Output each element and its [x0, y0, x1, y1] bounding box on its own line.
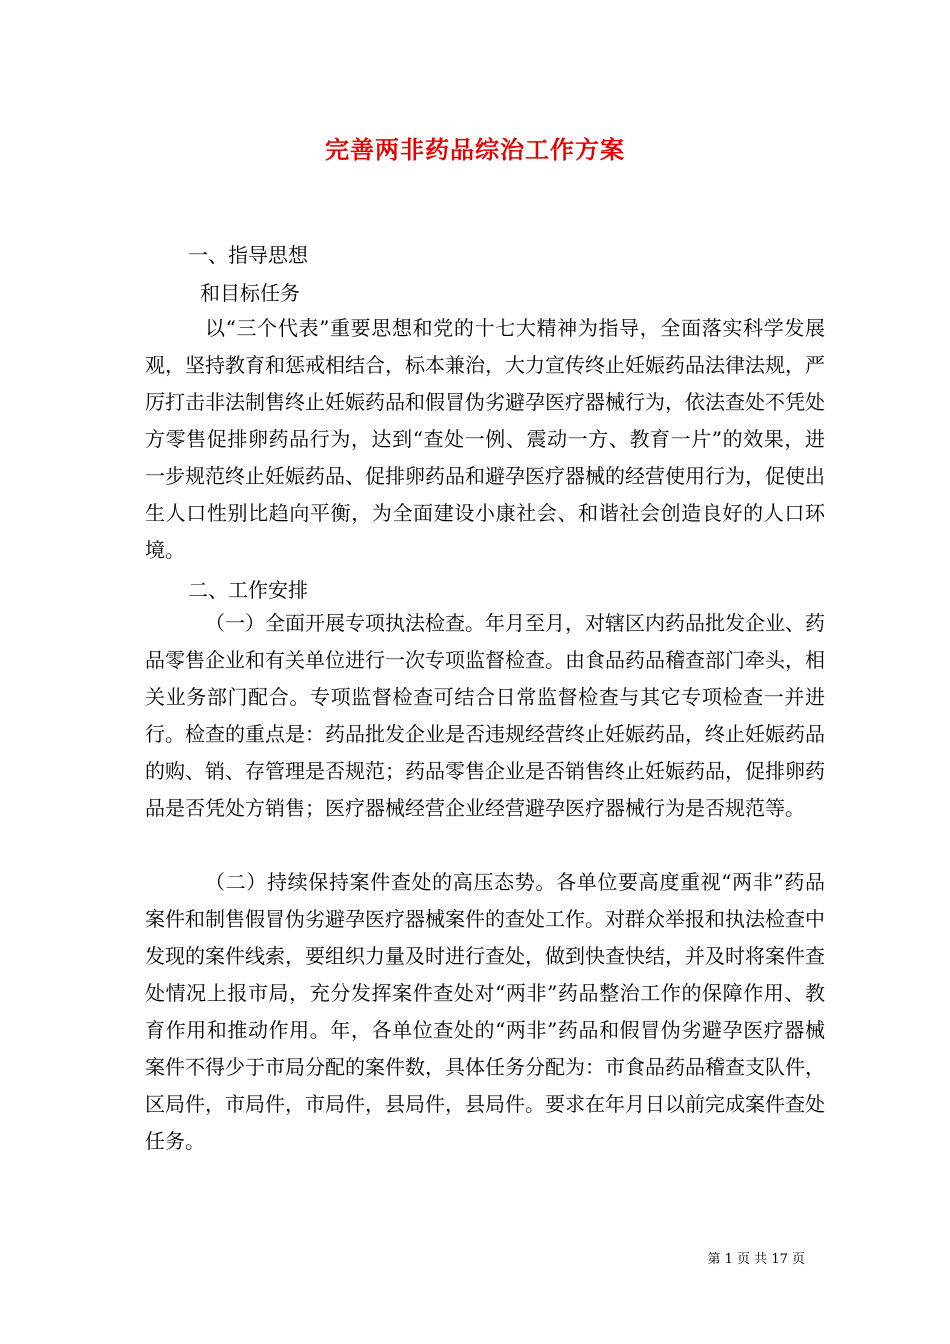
paragraph-enforcement-inspection: （一）全面开展专项执法检查。年月至月，对辖区内药品批发企业、药品零售企业和有关单位进行一次专项监督检查。由食品药品稽查部门牵头，相关业务部门配合。专项监督检查可结合日常监督检查与其它专项检查一并进行。检查的重点是：药品批发企业是否违规经营终止妊娠药品，终止妊娠药品的购、销、存管理是否规范；药品零售企业是否销售终止妊娠药品，促排卵药品是否凭处方销售；医疗器械经营企业经营避孕医疗器械行为是否规范等。 — [145, 611, 825, 820]
paragraph-case-investigation: （二）持续保持案件查处的高压态势。各单位要高度重视“两非”药品案件和制售假冒伪劣避孕医疗器械案件的查处工作。对群众举报和执法检查中发现的案件线索，要组织力量及时进行查处，做到快查快结，并及时将案件查处情况上报市局，充分发挥案件查处对“两非”药品整治工作的保障作用、教育作用和推动作用。年，各单位查处的“两非”药品和假冒伪劣避孕医疗器械案件不得少于市局分配的案件数，具体任务分配为：市食品药品稽查支队件，区局件，市局件，市局件，县局件，县局件。要求在年月日以前完成案件查处任务。 — [145, 870, 825, 1153]
document-title: 完善两非药品综治工作方案 — [325, 135, 625, 164]
section2-heading: 二、工作安排 — [188, 578, 308, 602]
section1-heading: 一、指导思想 — [188, 243, 308, 267]
page-number: 第 1 页 共 17 页 — [707, 1252, 805, 1267]
section1-subheading: 和目标任务 — [200, 281, 300, 305]
paragraph-guiding-principle: 以“三个代表”重要思想和党的十七大精神为指导，全面落实科学发展观，坚持教育和惩戒相结合，标本兼治，大力宣传终止妊娠药品法律法规，严厉打击非法制售终止妊娠药品和假冒伪劣避孕医疗器械行为，依法查处不凭处方零售促排卵药品行为，达到“查处一例、震动一方、教育一片”的效果，进一步规范终止妊娠药品、促排卵药品和避孕医疗器械的经营使用行为，促使出生人口性别比趋向平衡，为全面建设小康社会、和谐社会创造良好的人口环境。 — [145, 316, 825, 562]
